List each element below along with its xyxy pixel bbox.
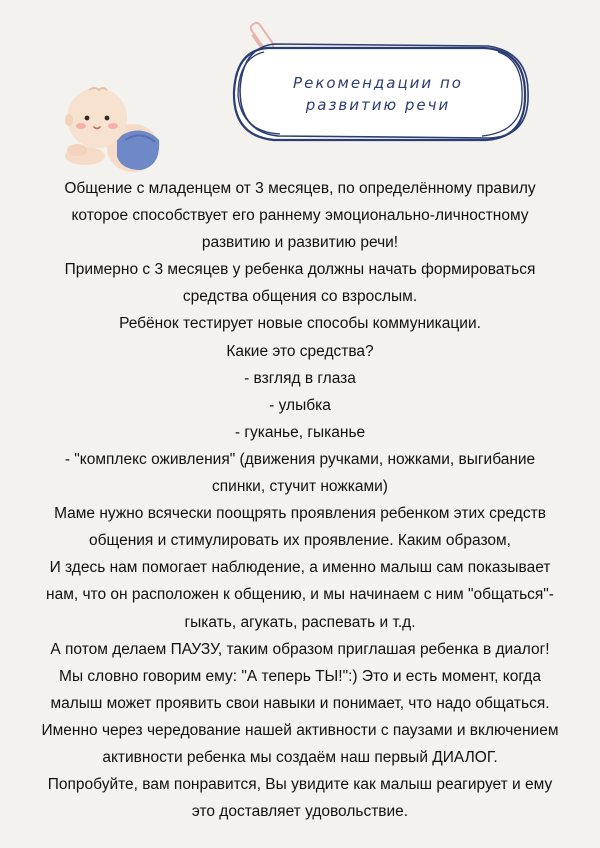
text-line: малыш может проявить свои навыки и понимает, что надо общаться. [50,694,550,712]
text-line: Общение с младенцем от 3 месяцев, по определённому правилу [64,180,536,197]
text-line: гыкать, агукать, распевать и т.д. [184,613,416,631]
text-line: Примерно с 3 месяцев у ребенка должны начать формироваться [64,261,536,279]
text-line: которое способствует его раннему эмоционально-личностному [71,207,529,225]
text-line: Ребёнок тестирует новые способы коммуникации. [119,315,481,333]
text-line: Какие это средства? [226,342,374,360]
text-line: Маме нужно всячески поощрять проявления ребенком этих средств [54,505,546,523]
list-item: - "комплекс оживления" (движения ручками, ножками, выгибание [64,450,536,468]
text-line: это доставляет удовольствие. [191,803,409,821]
text-line: спинки, стучит ножками) [212,478,388,496]
title-line-2: развитию речи [305,96,451,114]
text-line: активности ребенка мы создаём наш первый ДИАЛОГ. [102,748,498,766]
text-line: И здесь нам помогает наблюдение, а именно малыш сам показывает [49,559,551,577]
text-line: средства общения со взрослым. [182,288,418,306]
text-line: А потом делаем ПАУЗУ, таким образом приглашая ребенка в диалог! [50,640,550,658]
body-text [8,175,592,825]
text-line: развитию и развитию речи! [201,234,399,252]
list-item: - улыбка [269,396,331,414]
list-item: - гуканье, гыканье [234,423,366,441]
page-title [228,72,528,116]
text-line: нам, что он расположен к общению, и мы начинаем с ним "общаться"- [46,586,554,604]
title-frame [228,40,533,150]
text-line: Попробуйте, вам понравится, Вы увидите как малыш реагирует и ему [47,776,553,794]
title-line-1: Рекомендации по [293,74,463,92]
text-line: Мы словно говорим ему: "А теперь ТЫ!":) Это и есть момент, когда [59,667,541,685]
list-item: - взгляд в глаза [244,369,356,387]
text-line: общения и стимулировать их проявление. Каким образом, [89,532,511,550]
baby-illustration [55,78,165,178]
text-line: Именно через чередование нашей активности с паузами и включением [41,721,559,739]
